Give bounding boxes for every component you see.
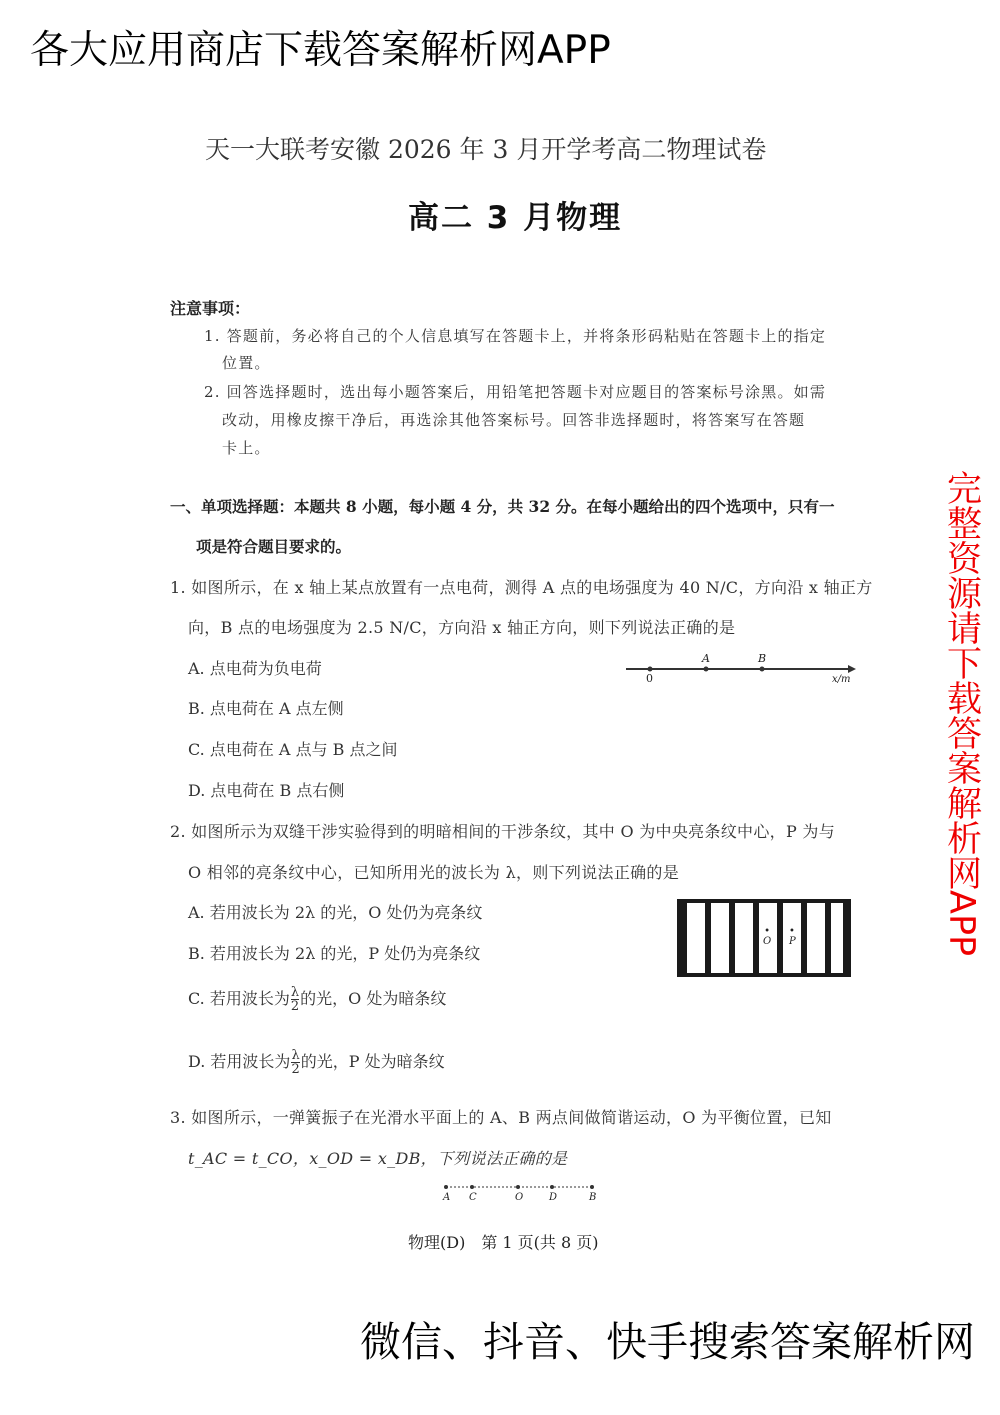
watermark-bottom-right: 微信、抖音、快手搜索答案解析网	[360, 1318, 975, 1366]
question-1-option-b: B. 点电荷在 A 点左侧	[188, 699, 344, 718]
question-2-option-c	[188, 986, 446, 1013]
label-b: B	[589, 1192, 597, 1203]
watermark-top-left: 各大应用商店下载答案解析网APP	[30, 28, 611, 73]
axis-label: x/m	[832, 674, 851, 685]
label-o: O	[515, 1192, 524, 1203]
bright-fringe	[831, 903, 843, 973]
notice-item: 2. 回答选择题时，选出每小题答案后，用铅笔把答题卡对应题目的答案标号涂黑。如需	[204, 383, 827, 401]
x-axis-figure	[620, 650, 860, 690]
bright-fringe	[735, 903, 753, 973]
notice-heading: 注意事项：	[170, 299, 251, 318]
question-1-option-c: C. 点电荷在 A 点与 B 点之间	[188, 740, 398, 759]
point-b-label: B	[758, 652, 767, 665]
question-2-option-d	[188, 1049, 445, 1076]
point-p-label: • P	[789, 926, 796, 947]
question-3-text-cont: t_AC = t_CO，x_OD = x_DB，下列说法正确的是	[188, 1149, 568, 1168]
point-o-label: • O	[763, 926, 772, 947]
question-1-text: 1. 如图所示，在 x 轴上某点放置有一点电荷，测得 A 点的电场强度为 40 N/C，方向沿 x 轴正方	[170, 578, 873, 597]
p-text: P	[789, 936, 796, 947]
frac-num: λ	[291, 1048, 300, 1063]
section-heading: 一、单项选择题：本题共 8 小题，每小题 4 分，共 32 分。在每小题给出的四个选项中，只有一	[170, 497, 835, 516]
label-c: C	[469, 1192, 477, 1203]
exam-subtitle: 高二 3 月物理	[408, 200, 623, 236]
page-footer: 物理(D) 第 1 页(共 8 页)	[408, 1233, 599, 1252]
option-c-post: 的光，O 处为暗条纹	[300, 989, 447, 1008]
notice-item: 改动，用橡皮擦干净后，再选涂其他答案标号。回答非选择题时，将答案写在答题	[222, 411, 806, 429]
frac-den: 2	[291, 1062, 300, 1077]
question-3-text: 3. 如图所示，一弹簧振子在光滑水平面上的 A、B 两点间做简谐运动，O 为平衡位置，已知	[170, 1108, 832, 1127]
question-2-text-cont: O 相邻的亮条纹中心，已知所用光的波长为 λ，则下列说法正确的是	[188, 863, 680, 882]
question-2-option-a: A. 若用波长为 2λ 的光，O 处仍为亮条纹	[188, 903, 483, 922]
watermark-center: 完整资源请下载答案解析网APP	[941, 470, 982, 957]
interference-fringes-figure	[677, 899, 851, 977]
fraction	[291, 1049, 299, 1076]
o-text: O	[763, 936, 772, 947]
question-2-text: 2. 如图所示为双缝干涉实验得到的明暗相间的干涉条纹，其中 O 为中央亮条纹中心，P 为与	[170, 822, 835, 841]
question-1-option-d: D. 点电荷在 B 点右侧	[188, 781, 345, 800]
notice-item: 1. 答题前，务必将自己的个人信息填写在答题卡上，并将条形码粘贴在答题卡上的指定	[204, 327, 827, 345]
label-a: A	[443, 1192, 451, 1203]
spring-oscillator-figure	[440, 1180, 600, 1210]
question-1-text-cont: 向，B 点的电场强度为 2.5 N/C，方向沿 x 轴正方向，则下列说法正确的是	[188, 618, 736, 637]
question-2-option-b: B. 若用波长为 2λ 的光，P 处仍为亮条纹	[188, 944, 481, 963]
option-c-pre: C. 若用波长为	[188, 989, 290, 1008]
notice-item: 卡上。	[222, 439, 271, 457]
point-a-label: A	[702, 652, 710, 665]
option-d-post: 的光，P 处为暗条纹	[300, 1052, 445, 1071]
bright-fringe	[687, 903, 705, 973]
question-1-option-a: A. 点电荷为负电荷	[188, 659, 322, 678]
exam-title: 天一大联考安徽 2026 年 3 月开学考高二物理试卷	[205, 135, 767, 164]
bright-fringe	[807, 903, 825, 973]
frac-num: λ	[290, 985, 300, 1000]
option-d-pre: D. 若用波长为	[188, 1052, 291, 1071]
notice-item: 位置。	[222, 354, 271, 372]
section-heading-cont: 项是符合题目要求的。	[196, 537, 352, 556]
fraction	[291, 986, 299, 1013]
label-d: D	[549, 1192, 558, 1203]
frac-den: 2	[290, 999, 300, 1014]
bright-fringe	[711, 903, 729, 973]
origin-label: 0	[646, 672, 653, 685]
